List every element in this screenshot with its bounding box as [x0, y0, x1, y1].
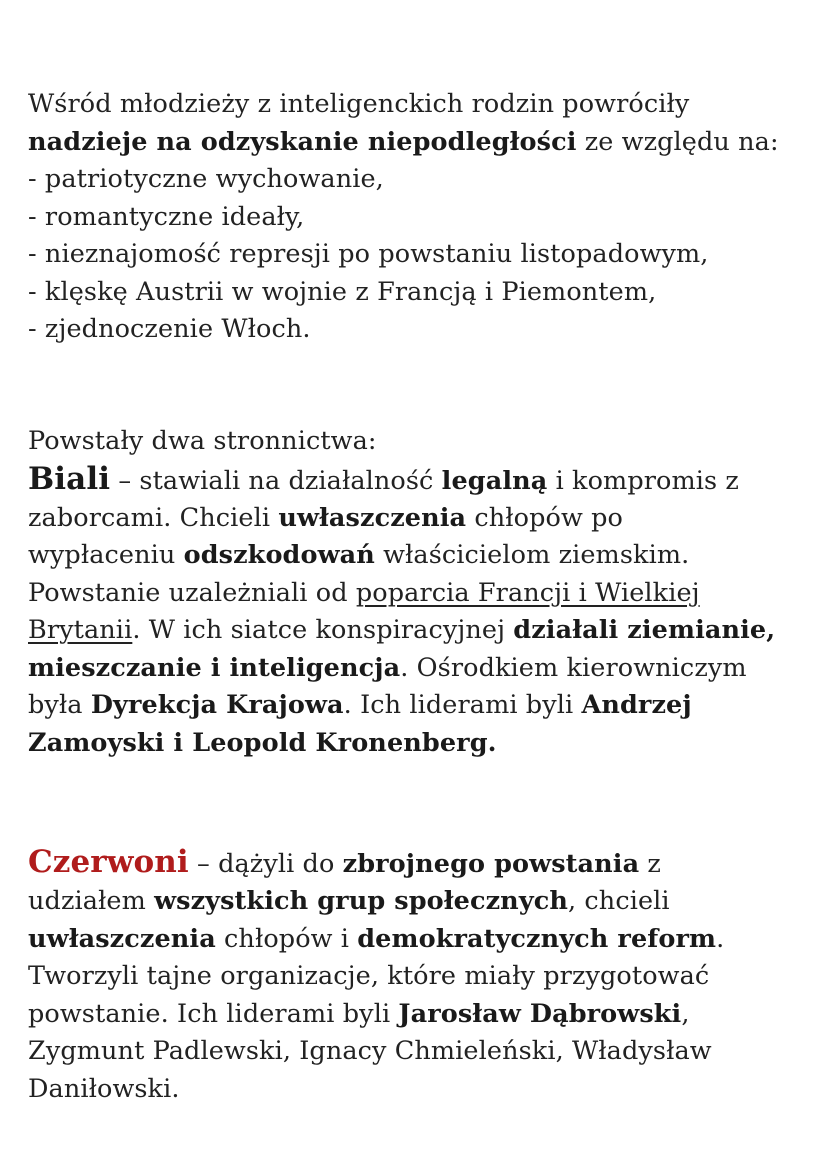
reason-item: - nieznajomość represji po powstaniu listopadowym, — [28, 239, 709, 269]
text: . Ich liderami byli — [343, 690, 582, 720]
biali-line — [28, 500, 818, 538]
text: . Ośrodkiem kierowniczym — [400, 652, 747, 683]
biali-section — [28, 423, 818, 762]
reason-item: - romantyczne ideały, — [28, 201, 305, 232]
text: , — [681, 998, 690, 1029]
intro-text: Wśród młodzieży z inteligenckich rodzin powróciły — [28, 89, 690, 119]
intro-line — [28, 124, 818, 162]
text: . — [716, 923, 725, 954]
bold-term: demokratycznych reform — [357, 923, 717, 954]
biali-line — [28, 575, 818, 613]
underlined-term: Brytanii — [28, 615, 133, 645]
text: wypłaceniu — [28, 540, 184, 570]
czerwoni-line — [28, 921, 818, 959]
text: chłopów i — [215, 923, 358, 954]
czerwoni-line: Zygmunt Padlewski, Ignacy Chmieleński, Władysław — [28, 1036, 712, 1066]
biali-line — [28, 612, 818, 650]
czerwoni-title: Czerwoni — [28, 844, 189, 880]
biali-line — [28, 650, 818, 688]
czerwoni-section — [28, 844, 818, 1108]
text: zaborcami. Chcieli — [28, 502, 279, 533]
biali-line — [28, 687, 818, 725]
reason-item: - zjednoczenie Włoch. — [28, 314, 311, 344]
czerwoni-line — [28, 996, 818, 1034]
text: – dążyli do — [188, 849, 343, 879]
czerwoni-line: Daniłowski. — [28, 1073, 180, 1104]
text: i kompromis z — [547, 465, 739, 496]
bold-term: Jarosław Dąbrowski — [398, 998, 682, 1029]
parties-heading: Powstały dwa stronnictwa: — [28, 426, 377, 456]
bold-term: Dyrekcja Krajowa — [90, 690, 344, 720]
biali-line — [28, 537, 818, 575]
text: chłopów po — [466, 502, 623, 533]
bold-term: uwłaszczenia — [28, 923, 216, 954]
intro-section — [28, 86, 818, 349]
reason-item: - klęskę Austrii w wojnie z Francją i Piemontem, — [28, 276, 657, 307]
independence-hopes-bold: nadzieje na odzyskanie niepodległości — [28, 126, 577, 157]
text: , chcieli — [568, 886, 670, 916]
czerwoni-line — [28, 883, 818, 921]
intro-text: ze względu na: — [576, 126, 779, 157]
bold-term: wszystkich grup społecznych — [154, 886, 569, 916]
text: właścicielom ziemskim. — [374, 540, 690, 570]
underlined-term: poparcia Francji i Wielkiej — [355, 577, 700, 608]
biali-line — [28, 461, 818, 500]
bold-term: działali ziemianie, — [513, 615, 776, 645]
text: powstanie. Ich liderami byli — [28, 998, 399, 1029]
bold-term: odszkodowań — [183, 540, 375, 570]
text: Powstanie uzależniali od — [28, 577, 356, 608]
bold-term: Zamoyski i Leopold Kronenberg. — [28, 727, 497, 758]
text: udziałem — [28, 886, 155, 916]
bold-term: mieszczanie i inteligencja — [28, 652, 401, 683]
intro-line — [28, 86, 818, 124]
bold-term: Andrzej — [581, 690, 692, 720]
bold-term: zbrojnego powstania — [342, 849, 640, 879]
bold-term: uwłaszczenia — [278, 502, 467, 533]
reason-item: - patriotyczne wychowanie, — [28, 164, 384, 194]
czerwoni-line: Tworzyli tajne organizacje, które miały przygotować — [28, 961, 710, 991]
text: – stawiali na działalność — [110, 465, 442, 496]
bold-term: legalną — [441, 465, 548, 496]
text: z — [639, 849, 661, 879]
text: była — [28, 690, 91, 720]
text: . W ich siatce konspiracyjnej — [132, 615, 514, 645]
biali-line — [28, 725, 818, 763]
czerwoni-line — [28, 844, 818, 883]
biali-title: Biali — [28, 460, 111, 497]
